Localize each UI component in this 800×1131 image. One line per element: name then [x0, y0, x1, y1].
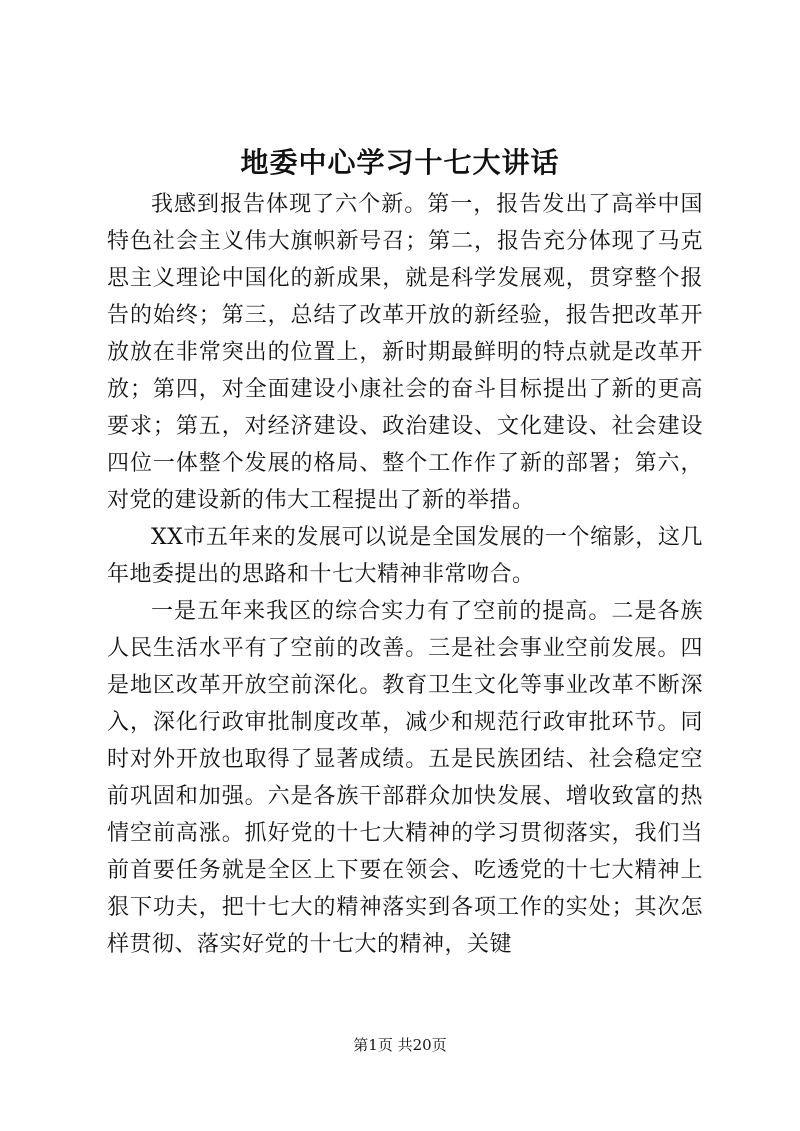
paragraph-3: 一是五年来我区的综合实力有了空前的提高。二是各族人民生活水平有了空前的改善。三是社会事业空前发展。四是地区改革开放空前深化。教育卫生文化等事业改革不断深入，深化行政审批制度改革，减少和规范行政审批环节。同时对外开放也取得了显著成绩。五是民族团结、社会稳定空前巩固和加强。六是各族干部群众加快发展、增收致富的热情空前高涨。抓好党的十七大精神的学习贯彻落实，我们当前首要任务就是全区上下要在领会、吃透党的十七大精神上狠下功夫，把十七大的精神落实到各项工作的实处；其次怎样贯彻、落实好党的十七大的精神，关键: [107, 599, 703, 957]
paragraph-2: XX市五年来的发展可以说是全国发展的一个缩影，这几年地委提出的思路和十七大精神非常吻合。: [107, 525, 703, 587]
document-title: 地委中心学习十七大讲话: [240, 146, 560, 179]
document-body: [107, 186, 703, 963]
paragraph-1: 我感到报告体现了六个新。第一，报告发出了高举中国特色社会主义伟大旗帜新号召；第二，报告充分体现了马克思主义理论中国化的新成果，就是科学发展观，贯穿整个报告的始终；第三，总结了改革开放的新经验，报告把改革开放放在非常突出的位置上，新时期最鲜明的特点就是改革开放；第四，对全面建设小康社会的奋斗目标提出了新的更高要求；第五，对经济建设、政治建设、文化建设、社会建设四位一体整个发展的格局、整个工作作了新的部署；第六，对党的建设新的伟大工程提出了新的举措。: [107, 192, 703, 513]
page-footer: 第1页 共20页: [353, 1036, 447, 1054]
